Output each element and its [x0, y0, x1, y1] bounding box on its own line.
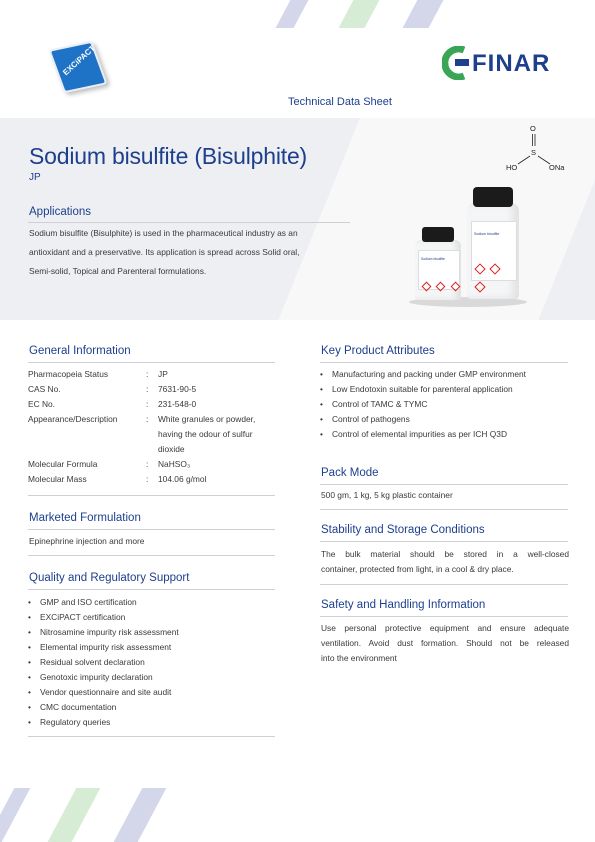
- excipact-logo: [46, 36, 106, 96]
- info-key: Molecular Mass: [28, 474, 87, 484]
- stability-text: [321, 547, 569, 577]
- quality-regulatory-bottom-rule: [28, 736, 275, 737]
- bullet-icon: •: [28, 597, 31, 607]
- key-attributes-heading: Key Product Attributes: [321, 345, 435, 357]
- bullet-icon: •: [320, 429, 323, 439]
- info-key: Pharmacopeia Status: [28, 369, 109, 379]
- finar-logo: [442, 46, 572, 82]
- finar-mark-icon: [442, 46, 472, 80]
- info-sep: :: [146, 369, 149, 379]
- list-item-text: Genotoxic impurity declaration: [40, 672, 153, 682]
- list-item-text: Manufacturing and packing under GMP environment: [332, 369, 526, 379]
- key-attributes-rule: [320, 362, 568, 363]
- list-item-text: GMP and ISO certification: [40, 597, 137, 607]
- list-item: [320, 382, 526, 397]
- list-item-text: Nitrosamine impurity risk assessment: [40, 627, 179, 637]
- finar-wordmark: FINAR: [472, 50, 551, 77]
- structure-o: O: [530, 124, 536, 133]
- list-item: [320, 427, 526, 442]
- info-sep: :: [146, 459, 149, 469]
- list-item: [28, 700, 179, 715]
- list-item: [320, 412, 526, 427]
- info-value: 7631-90-5: [158, 384, 197, 394]
- bullet-icon: •: [28, 657, 31, 667]
- info-key: CAS No.: [28, 384, 61, 394]
- key-attributes-list: [320, 367, 526, 442]
- structure-ho: HO: [506, 163, 518, 172]
- decor-stripe-top-1: [276, 0, 309, 28]
- list-item: [28, 715, 179, 730]
- decor-stripe-top-3: [403, 0, 444, 28]
- list-item-text: Regulatory queries: [40, 717, 111, 727]
- marketed-formulation-rule: [28, 529, 275, 530]
- list-item-text: Low Endotoxin suitable for parenteral application: [332, 384, 513, 394]
- info-key: Appearance/Description: [28, 414, 118, 424]
- bullet-icon: •: [28, 642, 31, 652]
- applications-heading: Applications: [29, 206, 92, 218]
- general-info-heading: General Information: [29, 345, 131, 357]
- large-bottle-label: Sodium bisulfite: [474, 232, 500, 236]
- general-info-rule: [28, 362, 275, 363]
- list-item: [28, 595, 179, 610]
- safety-heading: Safety and Handling Information: [321, 599, 486, 611]
- applications-line: antioxidant and a preservative. Its application is spread across Solid oral,: [29, 247, 300, 257]
- info-sep: :: [146, 384, 149, 394]
- safety-rule: [320, 616, 568, 617]
- chemical-structure: [502, 124, 572, 174]
- bullet-icon: •: [28, 627, 31, 637]
- info-key: EC No.: [28, 399, 55, 409]
- stability-heading: Stability and Storage Conditions: [321, 524, 485, 536]
- bullet-icon: •: [320, 414, 323, 424]
- small-bottle: [415, 240, 461, 300]
- list-item-text: EXCiPACT certification: [40, 612, 126, 622]
- quality-regulatory-list: [28, 595, 179, 730]
- info-value: 104.06 g/mol: [158, 474, 207, 484]
- info-sep: :: [146, 474, 149, 484]
- list-item-text: Control of elemental impurities as per ICH Q3D: [332, 429, 508, 439]
- bullet-icon: •: [320, 369, 323, 379]
- large-bottle-cap: [473, 187, 513, 207]
- list-item: [28, 625, 179, 640]
- info-value: White granules or powder, having the odour of sulfur dioxide: [158, 414, 256, 454]
- list-item-text: Control of pathogens: [332, 414, 410, 424]
- info-key: Molecular Formula: [28, 459, 98, 469]
- general-info-bottom-rule: [28, 495, 275, 496]
- small-bottle-cap: [422, 227, 454, 242]
- stability-rule: [320, 541, 568, 542]
- large-bottle: [467, 203, 519, 299]
- bullet-icon: •: [320, 384, 323, 394]
- doc-type-label: Technical Data Sheet: [288, 96, 392, 108]
- bullet-icon: •: [28, 612, 31, 622]
- info-sep: :: [146, 399, 149, 409]
- list-item: [320, 397, 526, 412]
- info-sep: :: [146, 414, 149, 424]
- structure-s: S: [531, 148, 537, 157]
- list-item: [28, 655, 179, 670]
- info-row-appearance: [28, 412, 278, 457]
- info-value: JP: [158, 369, 168, 379]
- bullet-icon: •: [320, 399, 323, 409]
- safety-line: Use personal protective equipment and ensure adequate: [321, 623, 569, 633]
- safety-line: ventilation. Avoid dust formation. Should not be released: [321, 638, 569, 648]
- stability-line: The bulk material should be stored in a well-closed: [321, 549, 569, 559]
- bullet-icon: •: [28, 717, 31, 727]
- list-item: [28, 610, 179, 625]
- applications-rule: [28, 222, 350, 223]
- marketed-formulation-bottom-rule: [28, 555, 275, 556]
- bullet-icon: •: [28, 687, 31, 697]
- product-pharmacopeia: JP: [29, 172, 41, 183]
- decor-stripe-bottom-2: [48, 788, 101, 842]
- pack-mode-heading: Pack Mode: [321, 467, 379, 479]
- small-bottle-label: Sodium bisulfite: [421, 257, 445, 261]
- decor-stripe-bottom-3: [114, 788, 167, 842]
- list-item-text: Residual solvent declaration: [40, 657, 145, 667]
- list-item: [320, 367, 526, 382]
- bullet-icon: •: [28, 672, 31, 682]
- quality-regulatory-rule: [28, 589, 275, 590]
- info-value: 231-548-0: [158, 399, 197, 409]
- applications-text: [29, 226, 359, 279]
- pack-mode-rule: [320, 484, 568, 485]
- quality-regulatory-heading: Quality and Regulatory Support: [29, 572, 190, 584]
- decor-stripe-bottom-1: [0, 788, 30, 842]
- pack-mode-bottom-rule: [320, 509, 568, 510]
- applications-line: Semi-solid, Topical and Parenteral formulations.: [29, 266, 207, 276]
- marketed-formulation-text: Epinephrine injection and more: [29, 536, 145, 546]
- list-item-text: Vendor questionnaire and site audit: [40, 687, 172, 697]
- safety-text: [321, 621, 569, 666]
- stability-bottom-rule: [320, 584, 568, 585]
- decor-stripe-top-2: [339, 0, 380, 28]
- excipact-logo-text: EXCiPACT: [61, 43, 97, 78]
- list-item-text: Control of TAMC & TYMC: [332, 399, 428, 409]
- list-item-text: Elemental impurity risk assessment: [40, 642, 172, 652]
- stability-line: container, protected from light, in a cool & dry place.: [321, 564, 514, 574]
- info-value: NaHSO₃: [158, 459, 191, 469]
- product-title: Sodium bisulfite (Bisulphite): [29, 143, 307, 169]
- list-item: [28, 640, 179, 655]
- list-item: [28, 670, 179, 685]
- list-item: [28, 685, 179, 700]
- list-item-text: CMC documentation: [40, 702, 117, 712]
- product-bottles-image: [405, 185, 535, 310]
- pack-mode-text: 500 gm, 1 kg, 5 kg plastic container: [321, 490, 453, 500]
- safety-line: into the environment: [321, 653, 397, 663]
- applications-line: Sodium bisulfite (Bisulphite) is used in the pharmaceutical industry as an: [29, 228, 298, 238]
- bullet-icon: •: [28, 702, 31, 712]
- structure-ona: ONa: [549, 163, 565, 172]
- marketed-formulation-heading: Marketed Formulation: [29, 512, 141, 524]
